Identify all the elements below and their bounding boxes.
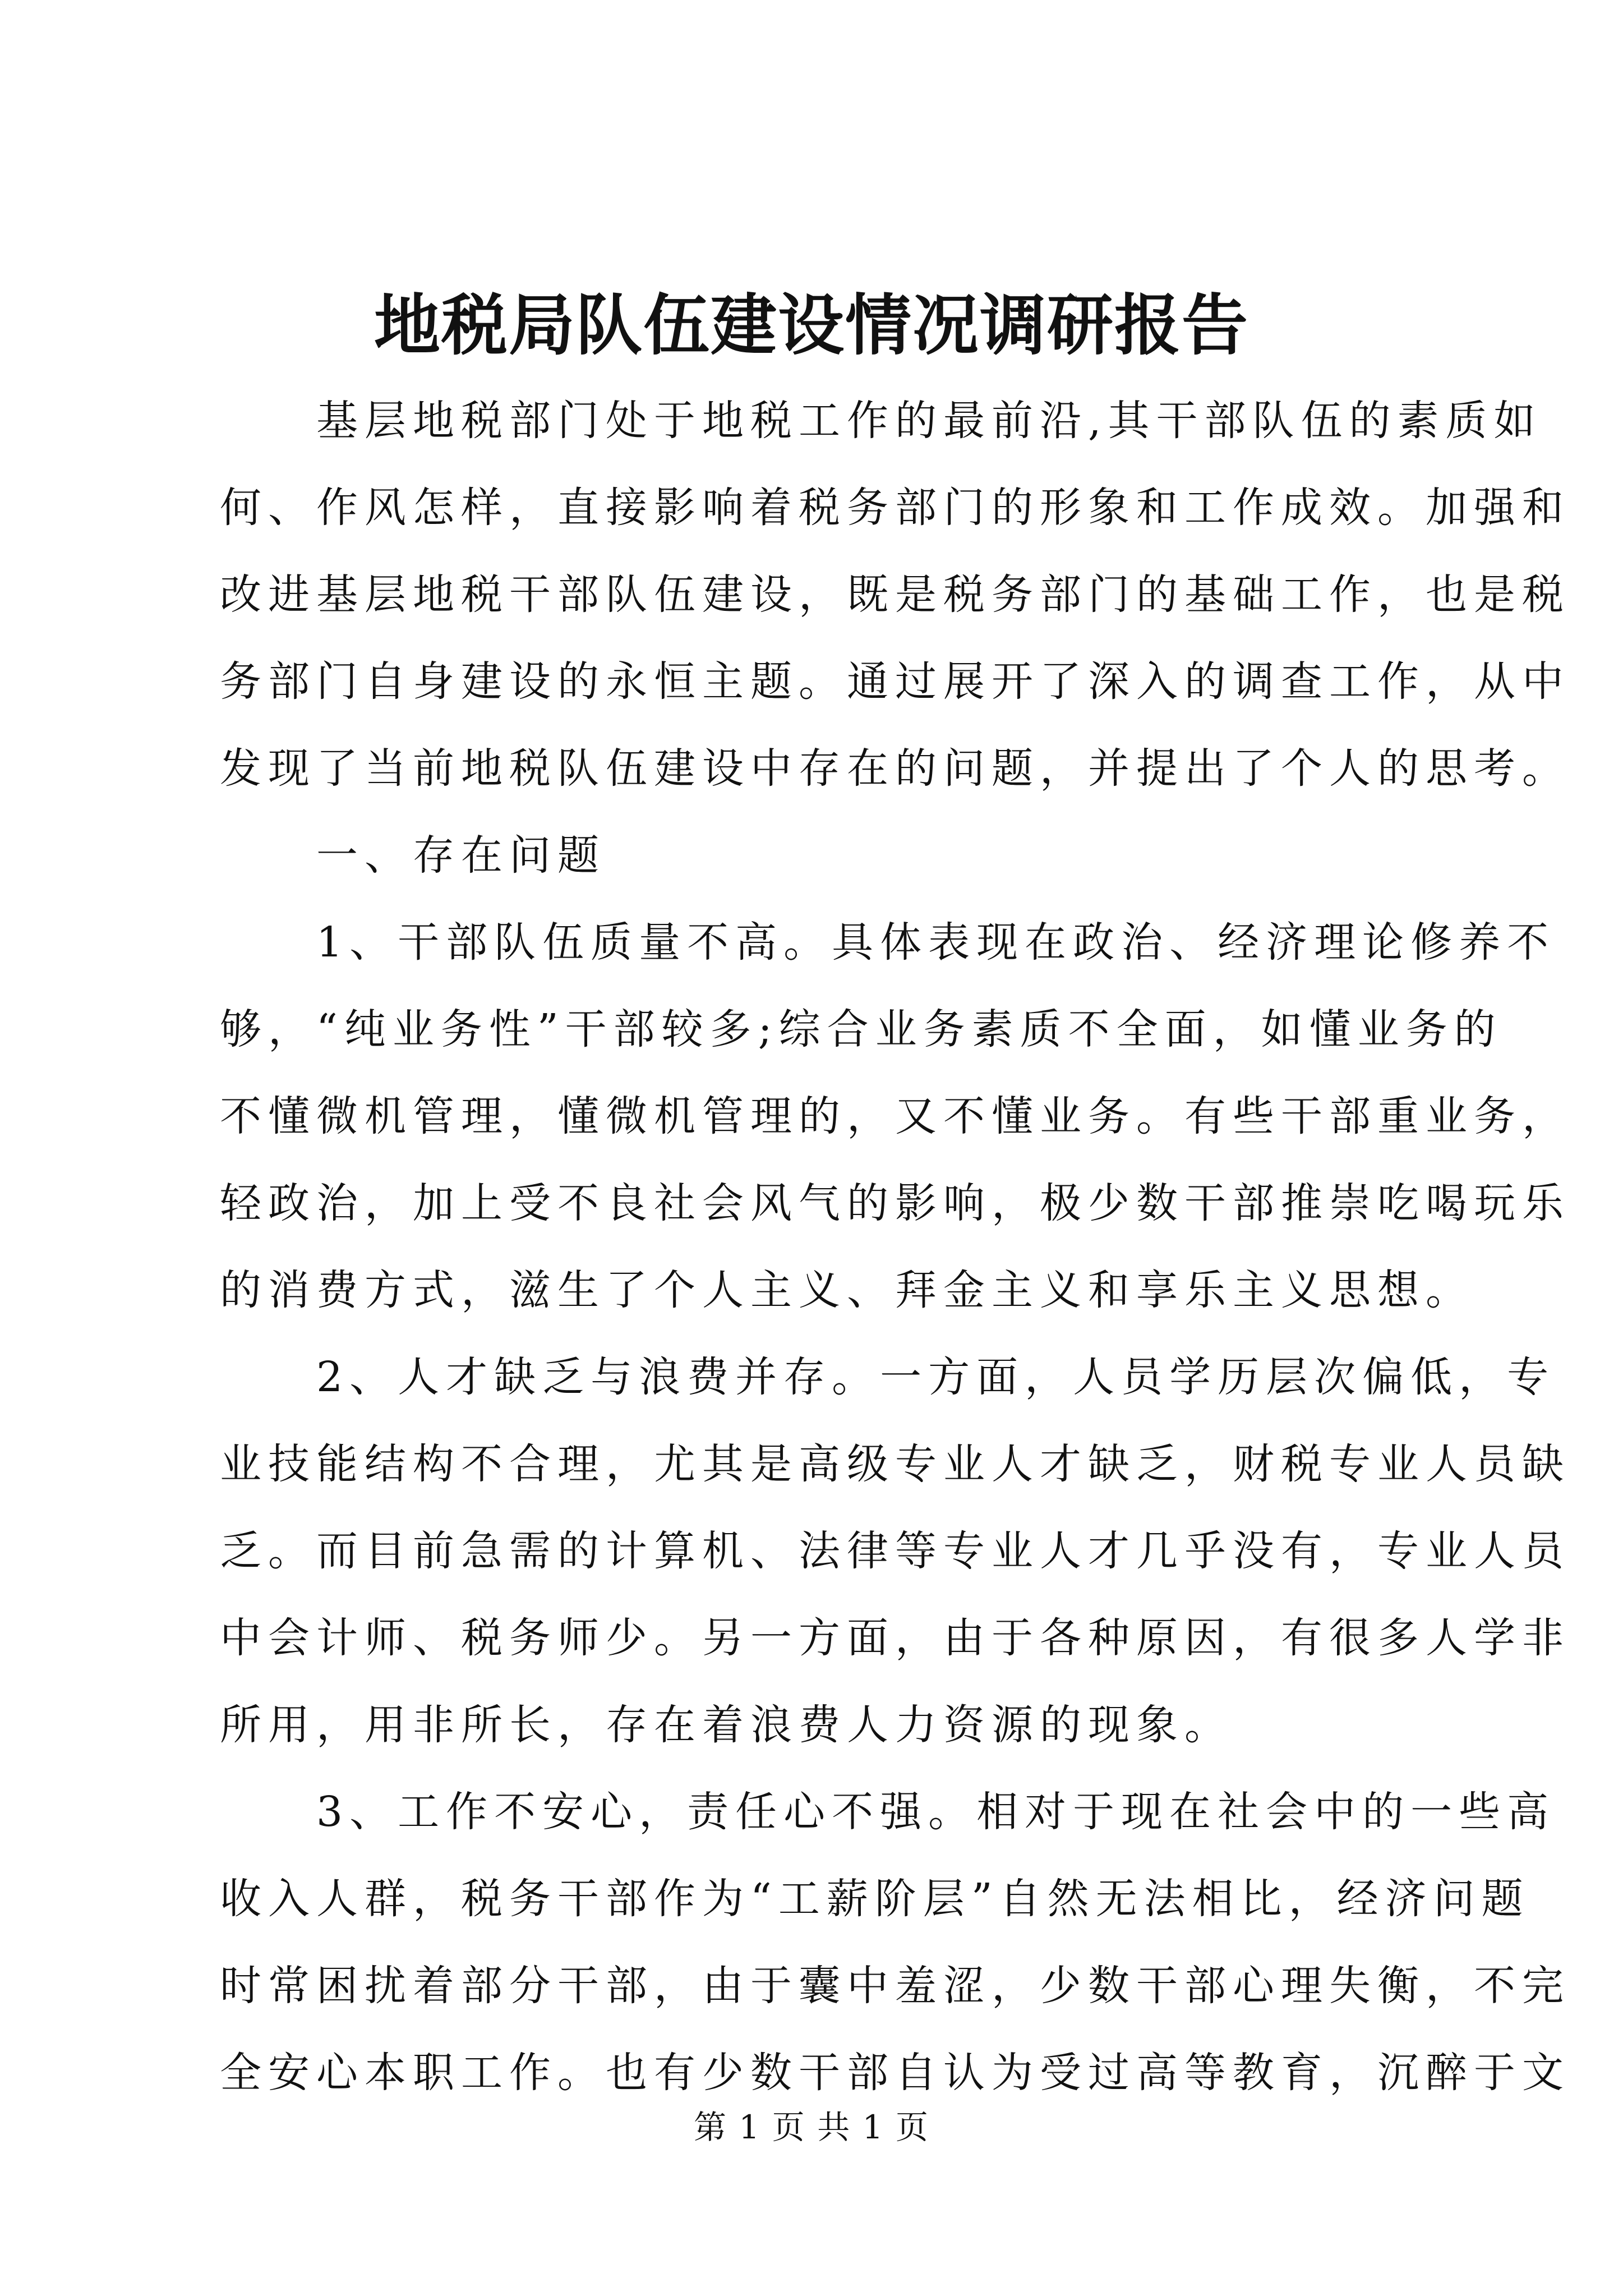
body-line: 不懂微机管理，懂微机管理的，又不懂业务。有些干部重业务， [220,1092,1570,1140]
body-line: 基层地税部门处于地税工作的最前沿,其干部队伍的素质如 [220,397,1542,445]
body-line: 轻政治，加上受不良社会风气的影响，极少数干部推崇吃喝玩乐 [220,1179,1570,1227]
body-line: 何、作风怎样，直接影响着税务部门的形象和工作成效。加强和 [220,484,1570,532]
body-line: 的消费方式，滋生了个人主义、拜金主义和享乐主义思想。 [220,1266,1474,1314]
body-line: 务部门自身建设的永恒主题。通过展开了深入的调查工作，从中 [220,657,1570,706]
body-line: 1、干部队伍质量不高。具体表现在政治、经济理论修养不 [220,918,1556,967]
body-line: 收入人群，税务干部作为“工薪阶层”自然无法相比，经济问题 [220,1875,1530,1923]
body-line: 乏。而目前急需的计算机、法律等专业人才几乎没有，专业人员 [220,1527,1570,1575]
body-line: 时常困扰着部分干部，由于囊中羞涩，少数干部心理失衡，不完 [220,1962,1570,2010]
body-line: 所用，用非所长，存在着浪费人力资源的现象。 [220,1701,1233,1749]
body-line: 2、人才缺乏与浪费并存。一方面，人员学历层次偏低，专 [220,1353,1556,1401]
page-number-footer: 第 1 页 共 1 页 [694,2108,929,2146]
body-line: 3、工作不安心，责任心不强。相对于现在社会中的一些高 [220,1788,1556,1836]
body-line: 中会计师、税务师少。另一方面，由于各种原因，有很多人学非 [220,1614,1570,1662]
body-line: 全安心本职工作。也有少数干部自认为受过高等教育，沉醉于文 [220,2049,1570,2097]
section-heading: 一、存在问题 [220,831,606,880]
body-line: 发现了当前地税队伍建设中存在的问题，并提出了个人的思考。 [220,744,1570,793]
body-line: 够，“纯业务性”干部较多;综合业务素质不全面，如懂业务的 [220,1005,1502,1053]
body-line: 改进基层地税干部队伍建设，既是税务部门的基础工作，也是税 [220,570,1570,619]
body-line: 业技能结构不合理，尤其是高级专业人才缺乏，财税专业人员缺 [220,1440,1570,1488]
document-title: 地税局队伍建设情况调研报告 [374,286,1249,364]
